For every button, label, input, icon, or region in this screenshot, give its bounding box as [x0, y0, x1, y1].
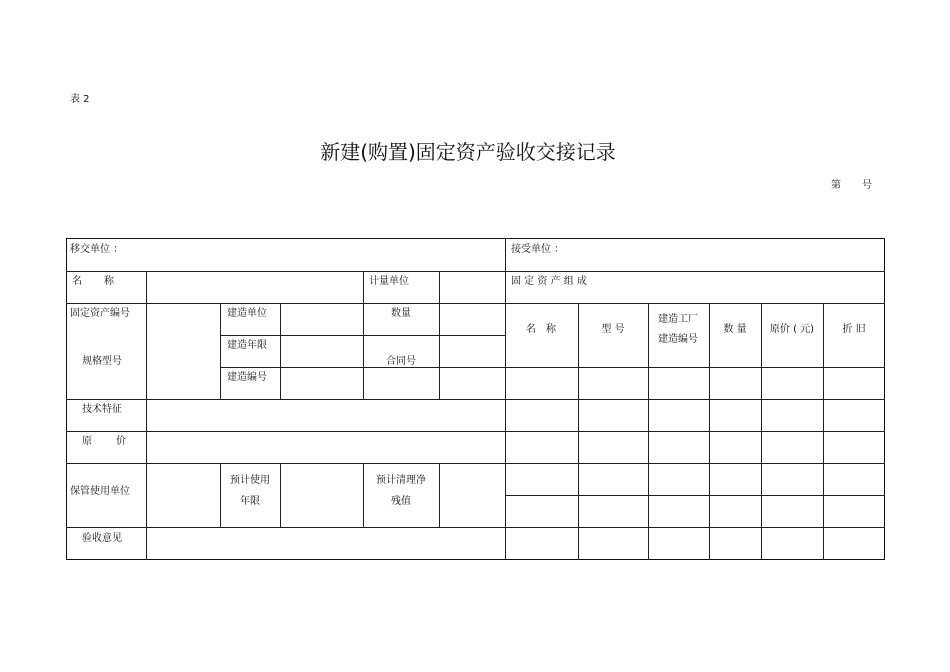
spec-model-label: 规格型号 — [82, 356, 122, 367]
col-divider — [505, 238, 506, 560]
acceptance-label: 验收意见 — [82, 533, 122, 544]
col-divider — [363, 463, 364, 527]
col-divider — [439, 303, 440, 399]
contract-no-label: 合同号 — [386, 356, 416, 367]
col-divider — [439, 463, 440, 527]
sub-header-factory-1: 建造工厂 — [658, 314, 698, 325]
sub-header-model: 型 号 — [601, 324, 625, 335]
col-divider — [220, 303, 221, 399]
sub-header-qty: 数 量 — [723, 324, 747, 335]
row-divider — [220, 367, 885, 368]
build-no-label: 建造编号 — [227, 372, 267, 383]
serial-prefix: 第 — [831, 180, 841, 191]
quantity-label: 数量 — [391, 308, 411, 319]
sub-header-depreciation: 折 旧 — [842, 324, 866, 335]
name-label-b: 称 — [104, 276, 114, 287]
table-number: 表 2 — [70, 94, 90, 105]
row-divider — [66, 399, 885, 400]
col-divider — [280, 463, 281, 527]
col-divider — [220, 463, 221, 527]
col-divider — [363, 303, 364, 399]
col-divider — [648, 303, 649, 560]
tech-features-label: 技术特征 — [82, 404, 122, 415]
col-divider — [578, 303, 579, 560]
build-years-label: 建造年限 — [227, 340, 267, 351]
col-divider — [146, 271, 147, 560]
asset-no-label: 固定资产编号 — [70, 308, 130, 319]
est-residual-label-1: 预计清理净 — [376, 475, 426, 486]
col-divider — [363, 271, 364, 303]
col-divider — [823, 303, 824, 560]
serial-suffix: 号 — [862, 180, 872, 191]
custodian-label: 保管使用单位 — [70, 486, 130, 497]
orig-price-label-b: 价 — [116, 436, 126, 447]
orig-price-label-a: 原 — [82, 436, 92, 447]
build-unit-label: 建造单位 — [227, 308, 267, 319]
document-title: 新建(购置)固定资产验收交接记录 — [320, 140, 616, 164]
sub-header-factory-2: 建造编号 — [658, 334, 698, 345]
sub-header-name: 名 称 — [526, 324, 556, 335]
receive-unit-label: 接受单位 ： — [511, 244, 565, 255]
row-divider — [66, 303, 885, 304]
transfer-unit-label: 移交单位 ： — [70, 244, 124, 255]
row-divider — [66, 271, 885, 272]
col-divider — [761, 303, 762, 560]
components-label: 固 定 资 产 组 成 — [511, 276, 587, 287]
measure-unit-label: 计量单位 — [369, 276, 409, 287]
row-divider — [66, 431, 885, 432]
name-label-a: 名 — [72, 276, 82, 287]
est-life-label-2: 年限 — [240, 496, 260, 507]
col-divider — [280, 303, 281, 399]
est-life-label-1: 预计使用 — [230, 475, 270, 486]
sub-header-orig-price: 原价 ( 元) — [769, 324, 815, 335]
row-divider — [66, 463, 885, 464]
est-residual-label-2: 残值 — [391, 496, 411, 507]
col-divider — [709, 303, 710, 560]
row-divider — [505, 495, 885, 496]
col-divider — [439, 271, 440, 303]
row-divider — [66, 527, 885, 528]
